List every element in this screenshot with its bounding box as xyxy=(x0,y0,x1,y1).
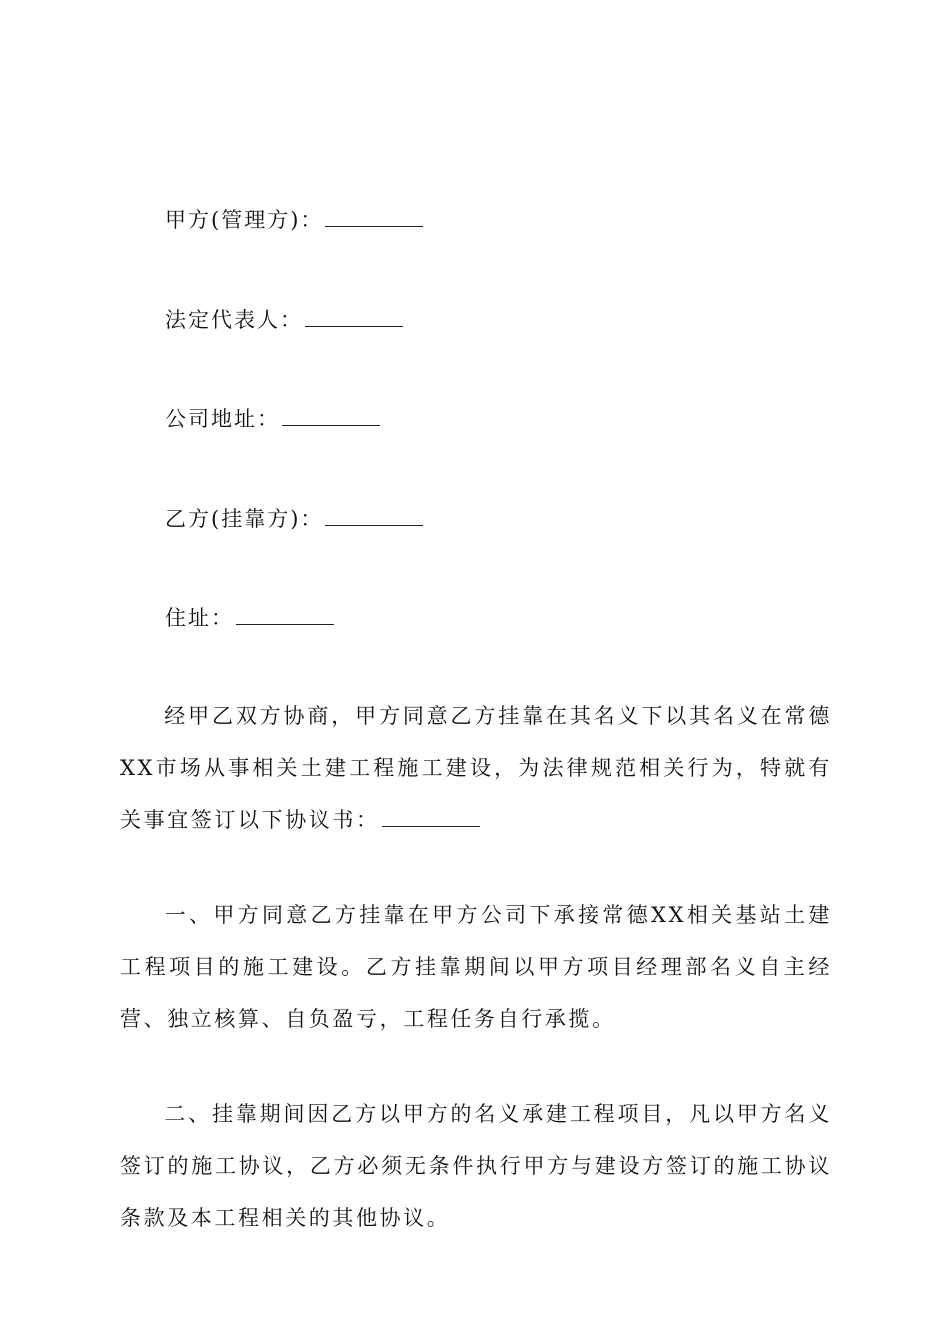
party-a-label: 甲方(管理方)： xyxy=(165,208,324,232)
address-blank xyxy=(236,605,334,625)
party-b-blank xyxy=(325,506,423,526)
intro-paragraph xyxy=(120,690,832,846)
address-field xyxy=(165,603,334,633)
legal-representative-field xyxy=(165,305,403,335)
party-b-label: 乙方(挂靠方)： xyxy=(165,507,324,531)
clause-2-text: 二、挂靠期间因乙方以甲方的名义承建工程项目，凡以甲方名义签订的施工协议，乙方必须无条件执行甲方与建设方签订的施工协议条款及本工程相关的其他协议。 xyxy=(120,1102,832,1230)
company-address-field xyxy=(165,404,380,434)
company-address-blank xyxy=(282,406,380,426)
intro-text: 经甲乙双方协商，甲方同意乙方挂靠在其名义下以其名义在常德XX市场从事相关土建工程施工建设，为法律规范相关行为，特就有关事宜签订以下协议书： xyxy=(120,704,832,832)
clause-1-text: 一、甲方同意乙方挂靠在甲方公司下承接常德XX相关基站土建 工程项目的施工建设。乙方挂靠期间以甲方项目经理部名义自主经营、独立核算、自负盈亏，工程任务自行承揽。 xyxy=(120,903,832,1031)
party-b-field xyxy=(165,504,423,534)
legal-representative-label: 法定代表人： xyxy=(165,308,303,332)
company-address-label: 公司地址： xyxy=(165,407,280,431)
legal-representative-blank xyxy=(305,307,403,327)
intro-blank xyxy=(382,807,480,827)
address-label: 住址： xyxy=(165,606,234,630)
clause-1-paragraph xyxy=(120,889,832,1045)
party-a-blank xyxy=(325,207,423,227)
clause-2-paragraph xyxy=(120,1088,832,1244)
party-a-field xyxy=(165,205,423,235)
